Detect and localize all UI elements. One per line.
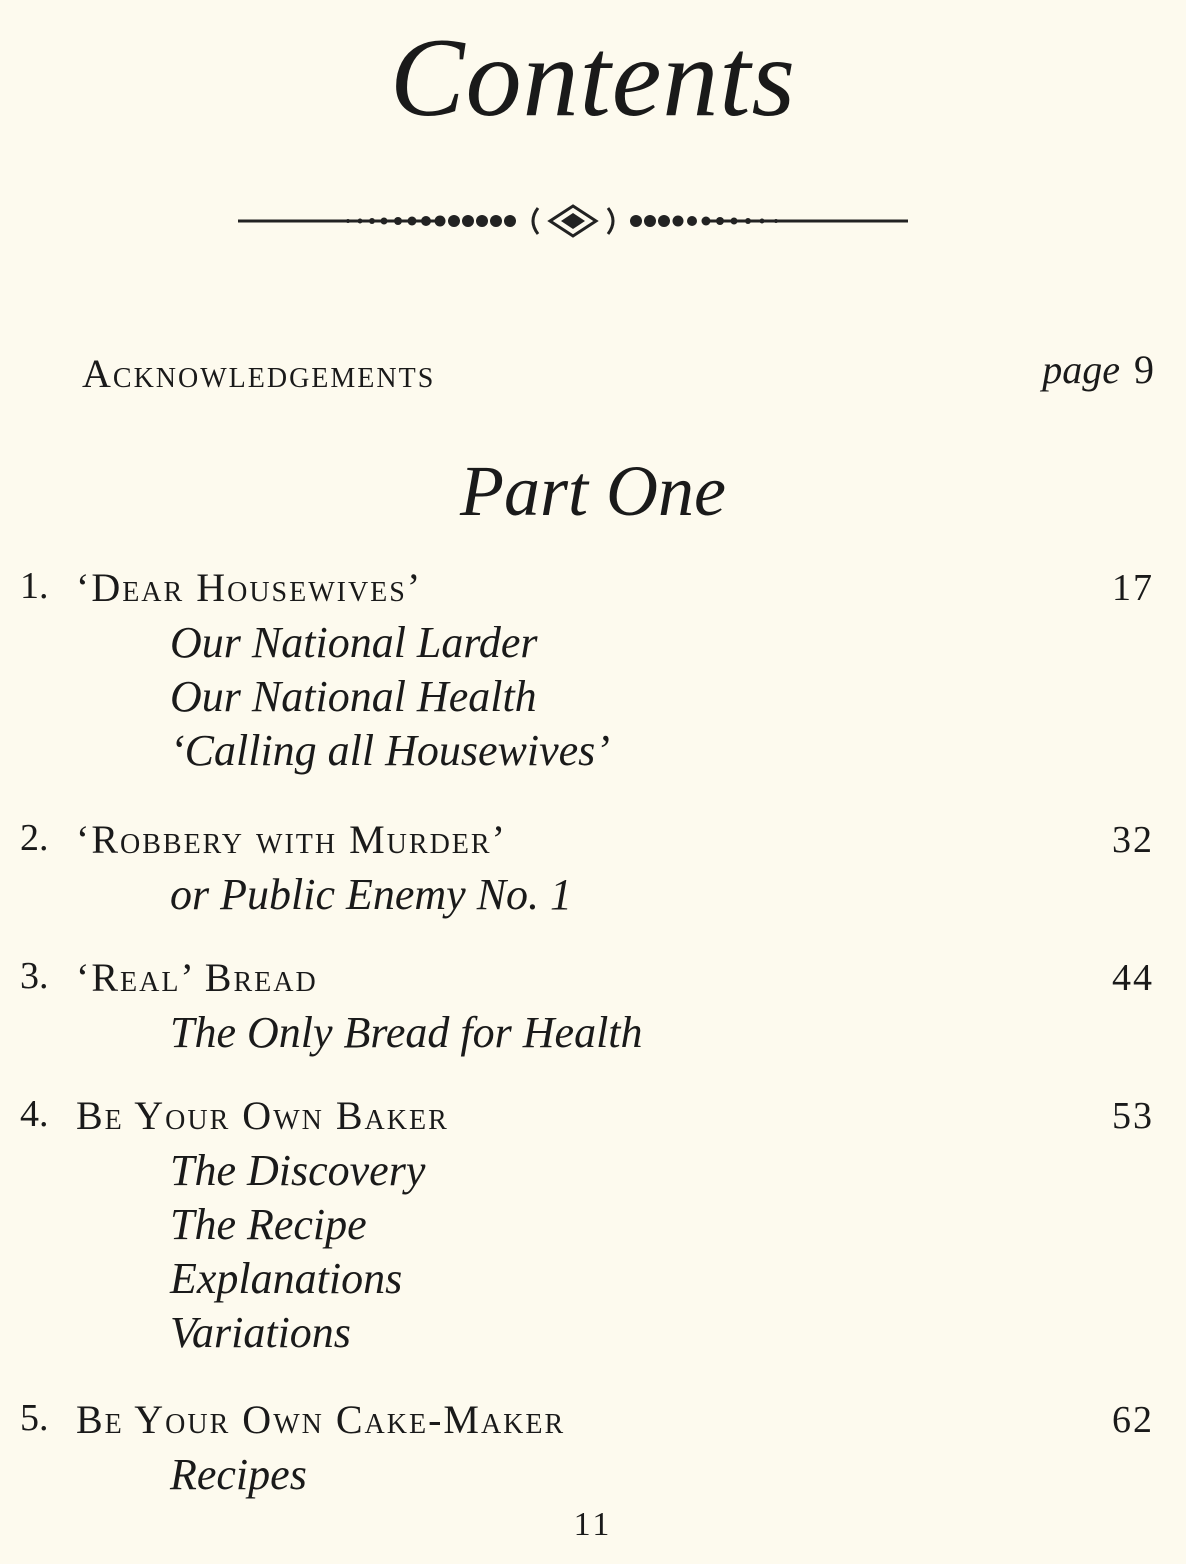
chapter-title: Be Your Own Baker <box>76 1093 449 1138</box>
chapter-page-number: 44 <box>1112 957 1154 999</box>
chapter-title: ‘Real’ Bread <box>76 955 318 1000</box>
subsection-title: Variations <box>170 1308 351 1357</box>
acknowledgements-page-number: 9 <box>1134 347 1154 392</box>
chapter-title: ‘Dear Housewives’ <box>76 565 423 610</box>
chapter-entry[interactable] <box>20 1390 1154 1502</box>
page-title: Contents <box>389 16 797 140</box>
chapter-entry[interactable] <box>20 948 1154 1060</box>
acknowledgements-page <box>1042 346 1154 393</box>
subsection-list <box>20 1448 1154 1502</box>
chapter-entry[interactable] <box>20 810 1154 922</box>
page-word: page <box>1042 347 1120 392</box>
subsection-title: Our National Larder <box>170 618 538 667</box>
subsection-title: Explanations <box>170 1254 403 1303</box>
subsection-list <box>20 1144 1154 1360</box>
subsection-title: ‘Calling all Housewives’ <box>170 726 610 775</box>
subsection-list <box>20 868 1154 922</box>
chapter-number: 2. <box>20 817 49 859</box>
chapter-title: ‘Robbery with Murder’ <box>76 817 507 862</box>
page-folio: 11 <box>573 1506 613 1543</box>
chapter-number: 5. <box>20 1397 49 1439</box>
subsection-title: Recipes <box>170 1450 307 1499</box>
chapter-entry[interactable] <box>20 1086 1154 1360</box>
ornamental-rule-icon <box>238 200 908 240</box>
chapter-page-number: 32 <box>1112 819 1154 861</box>
subsection-title: The Only Bread for Health <box>170 1008 643 1057</box>
chapter-number: 1. <box>20 565 49 607</box>
subsection-title: The Discovery <box>170 1146 426 1195</box>
subsection-title: or Public Enemy No. 1 <box>170 870 573 919</box>
chapter-number: 3. <box>20 955 49 997</box>
subsection-list <box>20 1006 1154 1060</box>
acknowledgements-entry[interactable] <box>82 346 1154 402</box>
chapter-page-number: 17 <box>1112 567 1154 609</box>
chapter-entry[interactable] <box>20 558 1154 778</box>
subsection-title: The Recipe <box>170 1200 367 1249</box>
acknowledgements-label: Acknowledgements <box>82 351 436 396</box>
chapter-page-number: 62 <box>1112 1399 1154 1441</box>
chapter-page-number: 53 <box>1112 1095 1154 1137</box>
subsection-list <box>20 616 1154 778</box>
chapter-number: 4. <box>20 1093 49 1135</box>
chapter-title: Be Your Own Cake-Maker <box>76 1397 566 1442</box>
subsection-title: Our National Health <box>170 672 537 721</box>
part-heading: Part One <box>460 451 726 531</box>
